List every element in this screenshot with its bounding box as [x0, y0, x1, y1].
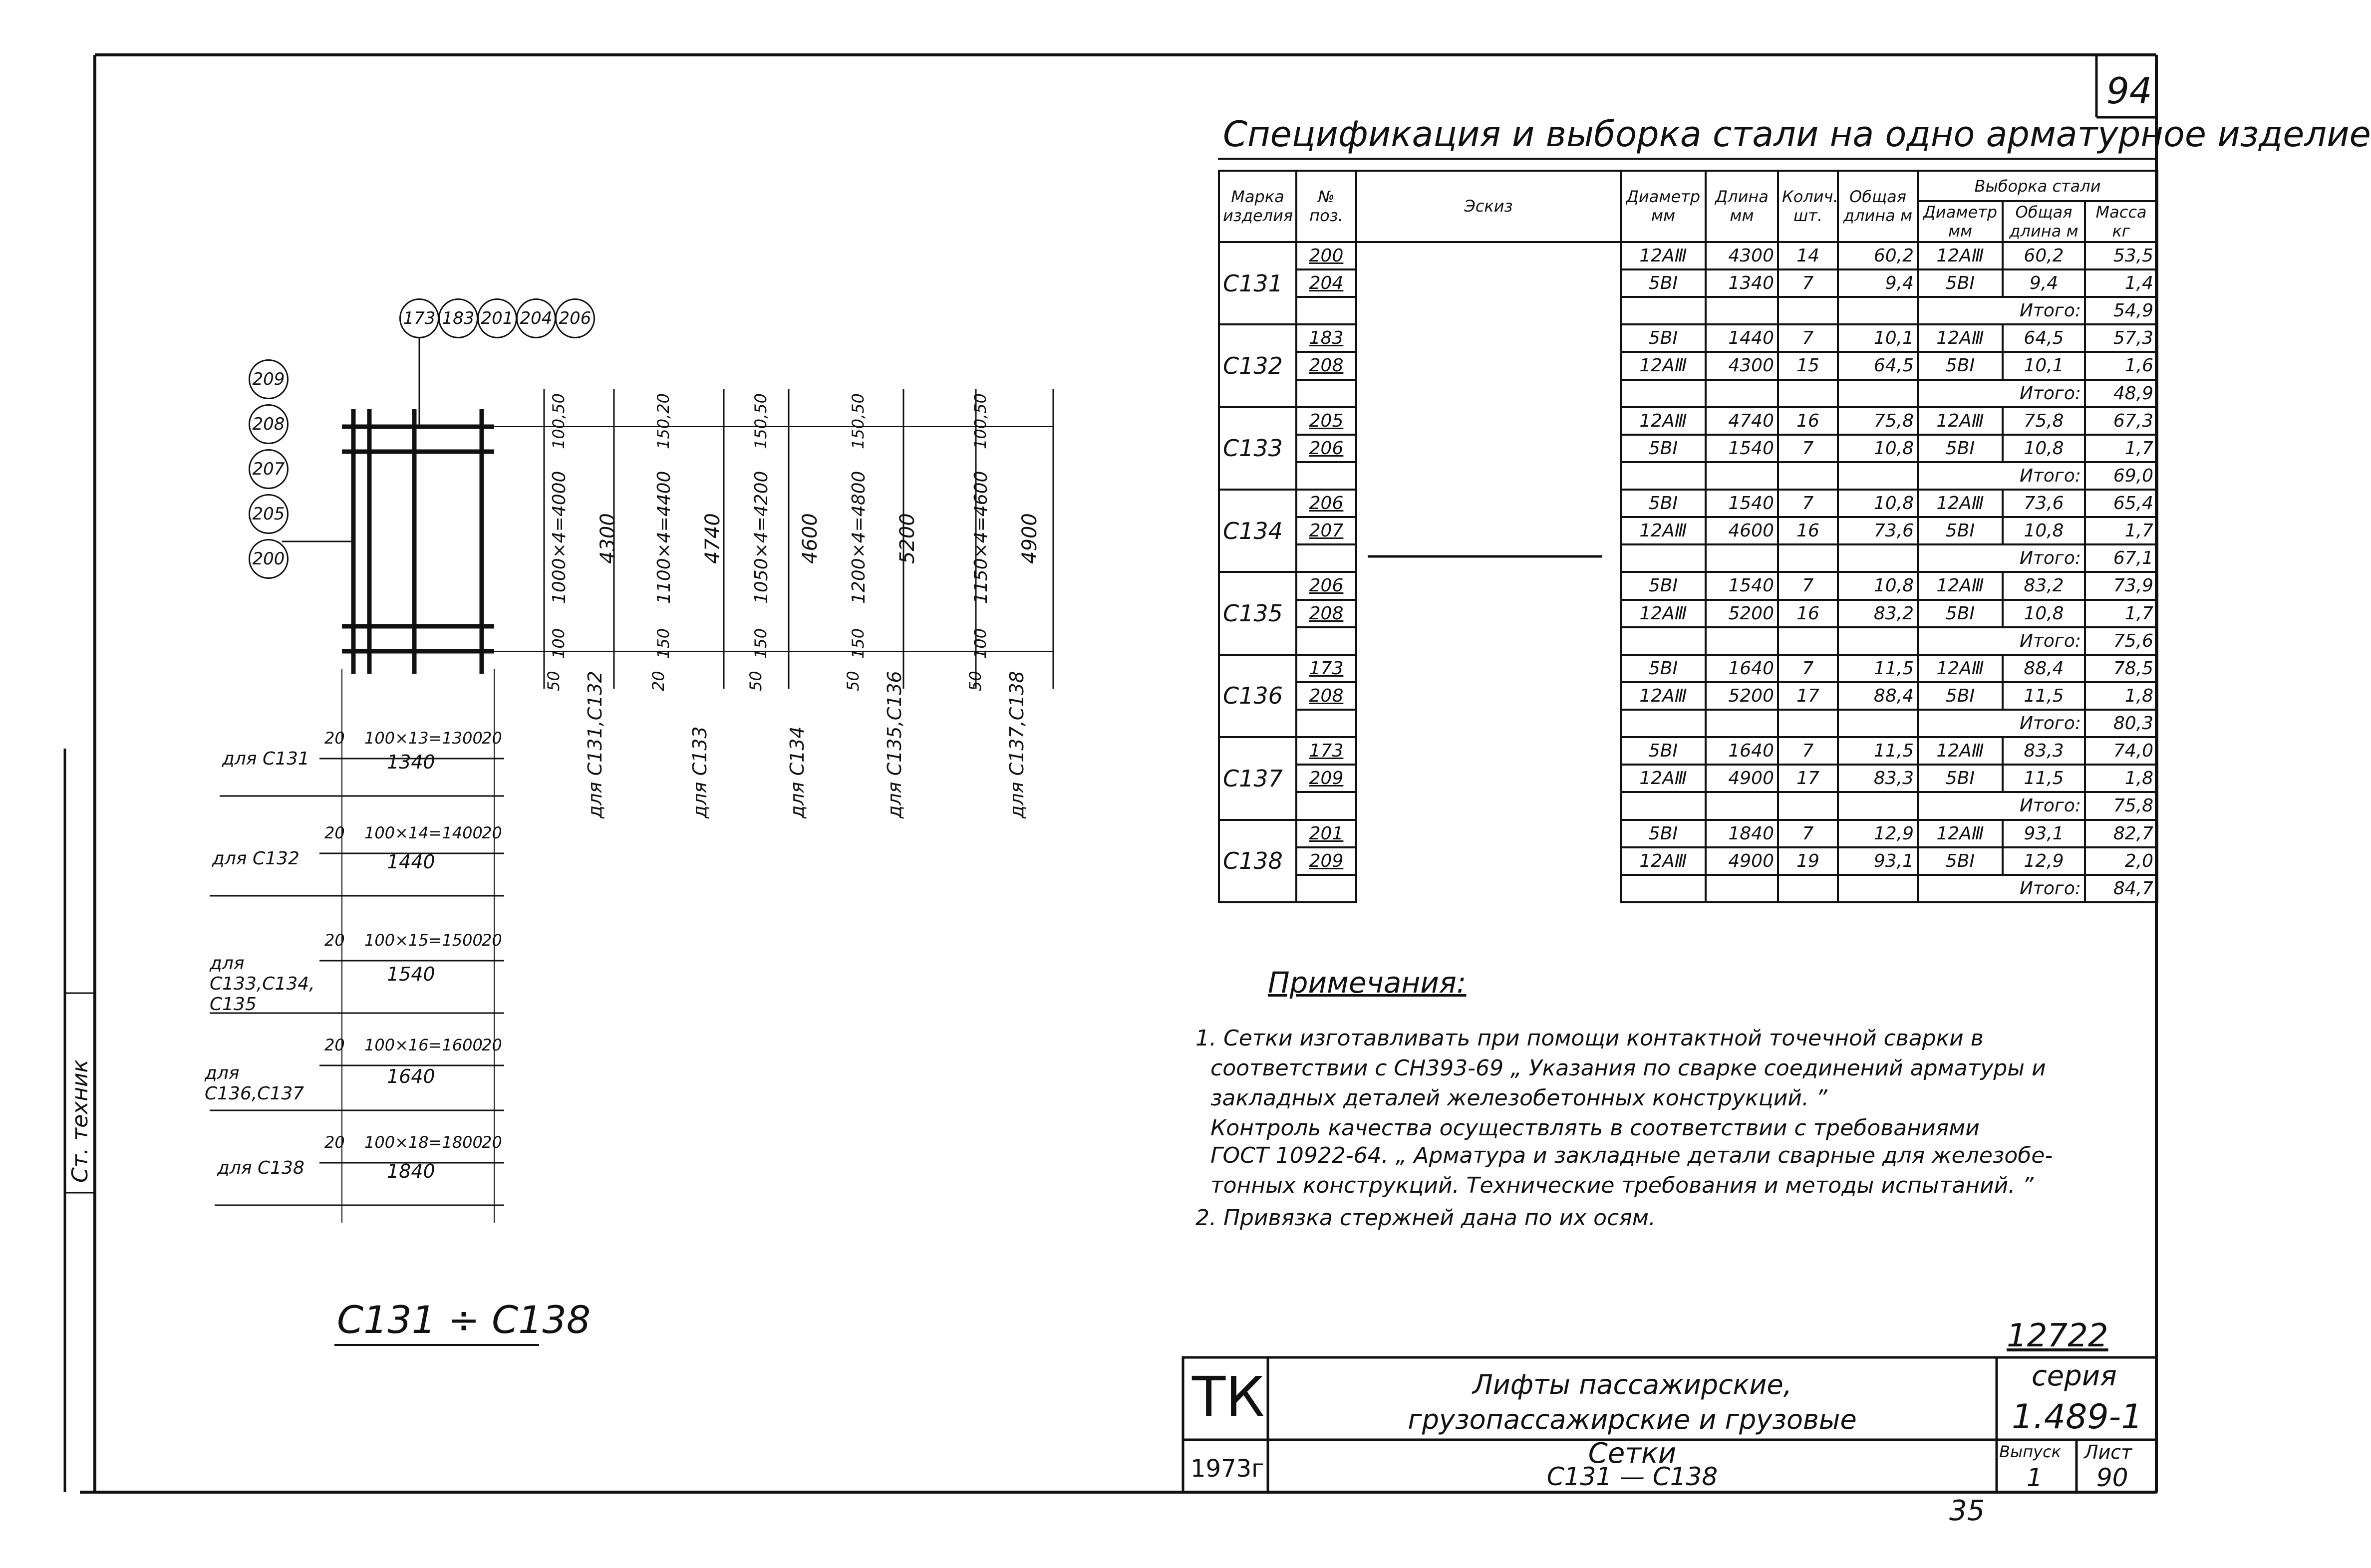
sel-mass: 73,9: [2085, 572, 2157, 599]
dim-top: 150,20: [654, 393, 673, 449]
total-label: Итого:: [1918, 875, 2085, 902]
header-pos: № поз.: [1296, 171, 1356, 242]
dim-for: для С131: [222, 749, 309, 769]
bar-diameter: 5ВⅠ: [1621, 490, 1706, 517]
total-mass: 84,7: [2085, 875, 2157, 902]
bar-length: 4300: [1706, 242, 1778, 269]
bar-length: 4600: [1706, 517, 1778, 544]
header-length: Длина мм: [1706, 171, 1778, 242]
bar-diameter: 12АⅢ: [1621, 682, 1706, 710]
sel-mass: 2,0: [2085, 847, 2157, 875]
total-label: Итого:: [1918, 627, 2085, 655]
pos-number: 208: [1296, 600, 1356, 627]
sel-length: 12,9: [2003, 847, 2085, 875]
header-sel-mass: Масса кг: [2085, 201, 2157, 242]
dim-bottom: 100: [971, 628, 990, 659]
dim-bottom: 100: [549, 628, 568, 659]
dim-edge-right: 20: [482, 823, 502, 842]
sel-length: 10,8: [2003, 435, 2085, 462]
bar-diameter: 5ВⅠ: [1621, 324, 1706, 352]
item-mark: С134: [1219, 490, 1296, 572]
sel-mass: 78,5: [2085, 655, 2157, 682]
position-bubble: 173: [399, 298, 439, 338]
bar-total-length: 83,2: [1838, 600, 1918, 627]
pos-number: 200: [1296, 242, 1356, 269]
drawing-caption: С131 ÷ С138: [337, 1298, 591, 1342]
sel-mass: 67,3: [2085, 407, 2157, 435]
sel-length: 73,6: [2003, 490, 2085, 517]
total-mass: 54,9: [2085, 297, 2157, 324]
bar-total-length: 10,8: [1838, 572, 1918, 599]
bar-diameter: 12АⅢ: [1621, 600, 1706, 627]
sheet-subtitle: С131 — С138: [1546, 1462, 1718, 1491]
bar-total-length: 83,3: [1838, 765, 1918, 792]
dim-edge-left: 20: [324, 823, 345, 842]
total-label: Итого:: [1918, 297, 2085, 324]
bar-qty: 7: [1778, 820, 1838, 847]
sel-diameter: 12АⅢ: [1918, 572, 2003, 599]
total-mass: 67,1: [2085, 544, 2157, 572]
total-mass: 75,6: [2085, 627, 2157, 655]
bar-total-length: 11,5: [1838, 655, 1918, 682]
bar-qty: 7: [1778, 269, 1838, 297]
header-sel-diam: Диаметр мм: [1918, 201, 2003, 242]
bar-diameter: 12АⅢ: [1621, 242, 1706, 269]
sel-mass: 1,8: [2085, 682, 2157, 710]
year: 1973г: [1190, 1455, 1264, 1483]
series-label: серия: [2032, 1360, 2117, 1392]
note-line: Контроль качества осуществлять в соответствии с требованиями: [1210, 1115, 1980, 1141]
item-mark: С138: [1219, 820, 1296, 902]
position-bubble: 209: [249, 359, 289, 399]
bar-qty: 14: [1778, 242, 1838, 269]
dim-top: 100,50: [971, 393, 990, 449]
sel-length: 93,1: [2003, 820, 2085, 847]
dim-bottom: 150: [751, 628, 770, 659]
bar-length: 4900: [1706, 847, 1778, 875]
bar-length: 1540: [1706, 435, 1778, 462]
dim-bottom: 20: [649, 671, 668, 691]
dim-for: для С133: [689, 726, 711, 818]
dim-for: для С134: [786, 726, 808, 818]
total-label: Итого:: [1918, 544, 2085, 572]
bar-diameter: 5ВⅠ: [1621, 737, 1706, 765]
bar-qty: 7: [1778, 490, 1838, 517]
sel-length: 88,4: [2003, 655, 2085, 682]
sheet-number: 90: [2096, 1463, 2128, 1492]
pos-number: 183: [1296, 324, 1356, 352]
total-label: Итого:: [1918, 710, 2085, 737]
pos-number: 209: [1296, 847, 1356, 875]
note-line: тонных конструкций. Технические требования и методы испытаний. ”: [1210, 1173, 2034, 1198]
bar-diameter: 5ВⅠ: [1621, 572, 1706, 599]
dim-mid: 100×16=1600: [364, 1036, 483, 1054]
issue-label: Выпуск: [1999, 1442, 2061, 1461]
dim-top: 100,50: [549, 393, 568, 449]
bar-diameter: 12АⅢ: [1621, 847, 1706, 875]
sel-mass: 65,4: [2085, 490, 2157, 517]
bar-total-length: 73,6: [1838, 517, 1918, 544]
item-mark: С131: [1219, 242, 1296, 324]
pos-number: 206: [1296, 490, 1356, 517]
bar-qty: 17: [1778, 682, 1838, 710]
total-mass: 75,8: [2085, 792, 2157, 819]
dim-mid: 100×14=1400: [364, 823, 483, 842]
header-diam: Диаметр мм: [1621, 171, 1706, 242]
position-bubble: 200: [249, 539, 289, 579]
note-line: соответствии с СН393-69 „ Указания по сварке соединений арматуры и: [1210, 1055, 2046, 1081]
pos-number: 209: [1296, 765, 1356, 792]
bar-qty: 17: [1778, 765, 1838, 792]
sel-mass: 1,7: [2085, 517, 2157, 544]
bar-qty: 7: [1778, 737, 1838, 765]
sel-diameter: 12АⅢ: [1918, 324, 2003, 352]
sel-mass: 1,7: [2085, 435, 2157, 462]
sel-diameter: 12АⅢ: [1918, 820, 2003, 847]
bar-length: 1640: [1706, 655, 1778, 682]
header-sel-length: Общая длина м: [2003, 201, 2085, 242]
dim-mid: 100×13=1300: [364, 729, 483, 748]
sheet-title: Сетки: [1588, 1437, 1677, 1470]
bottom-page-number: 35: [1949, 1495, 1985, 1527]
series-number: 1.489-1: [2012, 1397, 2143, 1437]
dim-bottom: 50: [746, 671, 765, 691]
project-name: Лифты пассажирские, грузопассажирские и грузовые: [1408, 1369, 1857, 1435]
sel-length: 60,2: [2003, 242, 2085, 269]
dim-total: 1840: [387, 1160, 435, 1182]
bar-qty: 7: [1778, 435, 1838, 462]
dim-mid: 100×18=1800: [364, 1133, 483, 1152]
org-code: ТК: [1192, 1365, 1265, 1429]
pos-number: 201: [1296, 820, 1356, 847]
position-bubble: 208: [249, 404, 289, 444]
inventory-number: 12722: [2007, 1317, 2108, 1354]
bar-length: 4900: [1706, 765, 1778, 792]
spec-title: Спецификация и выборка стали на одно арматурное изделие: [1223, 114, 2371, 155]
page-number: 94: [2106, 70, 2152, 112]
dim-bottom: 50: [544, 671, 563, 691]
bar-diameter: 12АⅢ: [1621, 352, 1706, 379]
dim-edge-left: 20: [324, 1036, 345, 1054]
bar-length: 1540: [1706, 490, 1778, 517]
sel-mass: 1,8: [2085, 765, 2157, 792]
bar-length: 4300: [1706, 352, 1778, 379]
pos-number: 206: [1296, 435, 1356, 462]
item-mark: С136: [1219, 655, 1296, 737]
header-sketch: Эскиз: [1356, 171, 1621, 242]
total-label: Итого:: [1918, 792, 2085, 819]
dim-for: для С137,С138: [1006, 671, 1028, 818]
bar-diameter: 12АⅢ: [1621, 407, 1706, 435]
pos-number: 208: [1296, 352, 1356, 379]
dim-bottom: 150: [849, 628, 868, 659]
dim-mid: 1100×4=4400: [654, 471, 674, 604]
dim-edge-right: 20: [482, 729, 502, 748]
sel-length: 64,5: [2003, 324, 2085, 352]
total-mass: 80,3: [2085, 710, 2157, 737]
dim-mid: 100×15=1500: [364, 931, 483, 950]
dim-total: 4600: [799, 513, 822, 564]
dim-for: для С138: [217, 1158, 304, 1178]
note-line: ГОСТ 10922-64. „ Арматура и закладные детали сварные для железобе-: [1210, 1143, 2053, 1168]
sel-mass: 1,7: [2085, 600, 2157, 627]
bar-diameter: 5ВⅠ: [1621, 435, 1706, 462]
item-mark: С135: [1219, 572, 1296, 654]
sel-diameter: 12АⅢ: [1918, 242, 2003, 269]
dim-edge-left: 20: [324, 1133, 345, 1152]
bar-qty: 7: [1778, 324, 1838, 352]
total-label: Итого:: [1918, 462, 2085, 490]
bar-length: 5200: [1706, 600, 1778, 627]
sel-length: 10,1: [2003, 352, 2085, 379]
dim-for: для С133,С134, С135: [210, 953, 315, 1015]
header-selection: Выборка стали: [1918, 171, 2157, 201]
dim-top: 150,50: [751, 393, 770, 449]
bar-total-length: 75,8: [1838, 407, 1918, 435]
total-mass: 69,0: [2085, 462, 2157, 490]
sel-diameter: 12АⅢ: [1918, 407, 2003, 435]
left-stamp-text: Ст. техник: [67, 1059, 93, 1183]
note-line: 2. Привязка стержней дана по их осям.: [1195, 1205, 1656, 1231]
item-mark: С132: [1219, 324, 1296, 407]
dim-for: для С136,С137: [205, 1063, 304, 1104]
sheet-label: Лист: [2084, 1441, 2132, 1463]
sel-length: 11,5: [2003, 682, 2085, 710]
bar-qty: 16: [1778, 600, 1838, 627]
bar-qty: 19: [1778, 847, 1838, 875]
dim-total: 4300: [596, 513, 619, 564]
notes-title: Примечания:: [1268, 966, 1467, 1000]
header-mark: Марка изделия: [1219, 171, 1296, 242]
sel-length: 83,3: [2003, 737, 2085, 765]
bar-length: 1540: [1706, 572, 1778, 599]
bar-total-length: 60,2: [1838, 242, 1918, 269]
bar-diameter: 12АⅢ: [1621, 517, 1706, 544]
sel-length: 83,2: [2003, 572, 2085, 599]
note-line: закладных деталей железобетонных конструкций. ”: [1210, 1085, 1827, 1111]
dim-total: 1340: [387, 751, 435, 773]
bar-total-length: 9,4: [1838, 269, 1918, 297]
issue-number: 1: [2027, 1463, 2043, 1492]
dim-bottom: 50: [844, 671, 863, 691]
sel-diameter: 5ВⅠ: [1918, 682, 2003, 710]
pos-number: 173: [1296, 655, 1356, 682]
bar-length: 1340: [1706, 269, 1778, 297]
position-bubble: 206: [555, 298, 595, 338]
bar-total-length: 93,1: [1838, 847, 1918, 875]
dim-bottom: 150: [654, 628, 673, 659]
sel-diameter: 12АⅢ: [1918, 737, 2003, 765]
total-label: Итого:: [1918, 380, 2085, 407]
dim-top: 150,50: [849, 393, 868, 449]
sel-mass: 82,7: [2085, 820, 2157, 847]
sel-mass: 57,3: [2085, 324, 2157, 352]
bar-qty: 16: [1778, 517, 1838, 544]
dim-edge-right: 20: [482, 1036, 502, 1054]
bar-length: 1840: [1706, 820, 1778, 847]
bar-diameter: 12АⅢ: [1621, 765, 1706, 792]
position-bubble: 205: [249, 494, 289, 534]
bar-total-length: 10,8: [1838, 490, 1918, 517]
bar-total-length: 88,4: [1838, 682, 1918, 710]
dim-for: для С131,С132: [584, 671, 606, 818]
bar-diameter: 5ВⅠ: [1621, 820, 1706, 847]
sel-diameter: 5ВⅠ: [1918, 600, 2003, 627]
pos-number: 206: [1296, 572, 1356, 599]
dim-total: 4740: [701, 513, 724, 564]
sel-mass: 1,4: [2085, 269, 2157, 297]
sel-length: 10,8: [2003, 600, 2085, 627]
sel-diameter: 5ВⅠ: [1918, 765, 2003, 792]
sel-length: 75,8: [2003, 407, 2085, 435]
pos-number: 173: [1296, 737, 1356, 765]
bar-qty: 7: [1778, 572, 1838, 599]
sel-mass: 1,6: [2085, 352, 2157, 379]
header-total-length: Общая длина м: [1838, 171, 1918, 242]
sel-length: 9,4: [2003, 269, 2085, 297]
dim-for: для С135,С136: [884, 671, 905, 818]
bar-length: 1440: [1706, 324, 1778, 352]
position-bubble: 201: [477, 298, 517, 338]
total-mass: 48,9: [2085, 380, 2157, 407]
dim-edge-left: 20: [324, 729, 345, 748]
sel-diameter: 5ВⅠ: [1918, 517, 2003, 544]
sel-mass: 53,5: [2085, 242, 2157, 269]
bar-diameter: 5ВⅠ: [1621, 269, 1706, 297]
pos-number: 208: [1296, 682, 1356, 710]
sel-diameter: 5ВⅠ: [1918, 435, 2003, 462]
sel-diameter: 5ВⅠ: [1918, 847, 2003, 875]
position-bubble: 204: [516, 298, 556, 338]
dim-total: 1640: [387, 1065, 435, 1087]
bar-qty: 15: [1778, 352, 1838, 379]
dim-total: 4900: [1018, 513, 1041, 564]
bar-total-length: 10,1: [1838, 324, 1918, 352]
pos-number: 204: [1296, 269, 1356, 297]
dim-mid: 1150×4=4600: [971, 471, 991, 604]
dim-total: 1540: [387, 963, 435, 985]
sel-diameter: 12АⅢ: [1918, 655, 2003, 682]
sel-diameter: 5ВⅠ: [1918, 352, 2003, 379]
dim-mid: 1200×4=4800: [849, 471, 869, 604]
sel-diameter: 12АⅢ: [1918, 490, 2003, 517]
sel-mass: 74,0: [2085, 737, 2157, 765]
header-qty: Колич. шт.: [1778, 171, 1838, 242]
sel-length: 10,8: [2003, 517, 2085, 544]
sel-length: 11,5: [2003, 765, 2085, 792]
bar-length: 1640: [1706, 737, 1778, 765]
bar-total-length: 10,8: [1838, 435, 1918, 462]
bar-total-length: 11,5: [1838, 737, 1918, 765]
item-mark: С137: [1219, 737, 1296, 819]
position-bubble: 183: [438, 298, 478, 338]
position-bubble: 207: [249, 449, 289, 489]
dim-edge-right: 20: [482, 931, 502, 950]
note-line: 1. Сетки изготавливать при помощи контактной точечной сварки в: [1195, 1026, 1984, 1051]
bar-qty: 7: [1778, 655, 1838, 682]
dim-total: 5200: [896, 513, 919, 564]
dim-edge-right: 20: [482, 1133, 502, 1152]
bar-qty: 16: [1778, 407, 1838, 435]
bar-length: 5200: [1706, 682, 1778, 710]
pos-number: 207: [1296, 517, 1356, 544]
bar-length: 4740: [1706, 407, 1778, 435]
dim-edge-left: 20: [324, 931, 345, 950]
bar-total-length: 12,9: [1838, 820, 1918, 847]
dim-for: для С132: [212, 848, 299, 869]
bar-diameter: 5ВⅠ: [1621, 655, 1706, 682]
pos-number: 205: [1296, 407, 1356, 435]
dim-total: 1440: [387, 851, 435, 873]
dim-mid: 1050×4=4200: [751, 471, 772, 604]
sel-diameter: 5ВⅠ: [1918, 269, 2003, 297]
bar-total-length: 64,5: [1838, 352, 1918, 379]
dim-mid: 1000×4=4000: [549, 471, 570, 604]
dim-bottom: 50: [966, 671, 985, 691]
item-mark: С133: [1219, 407, 1296, 490]
